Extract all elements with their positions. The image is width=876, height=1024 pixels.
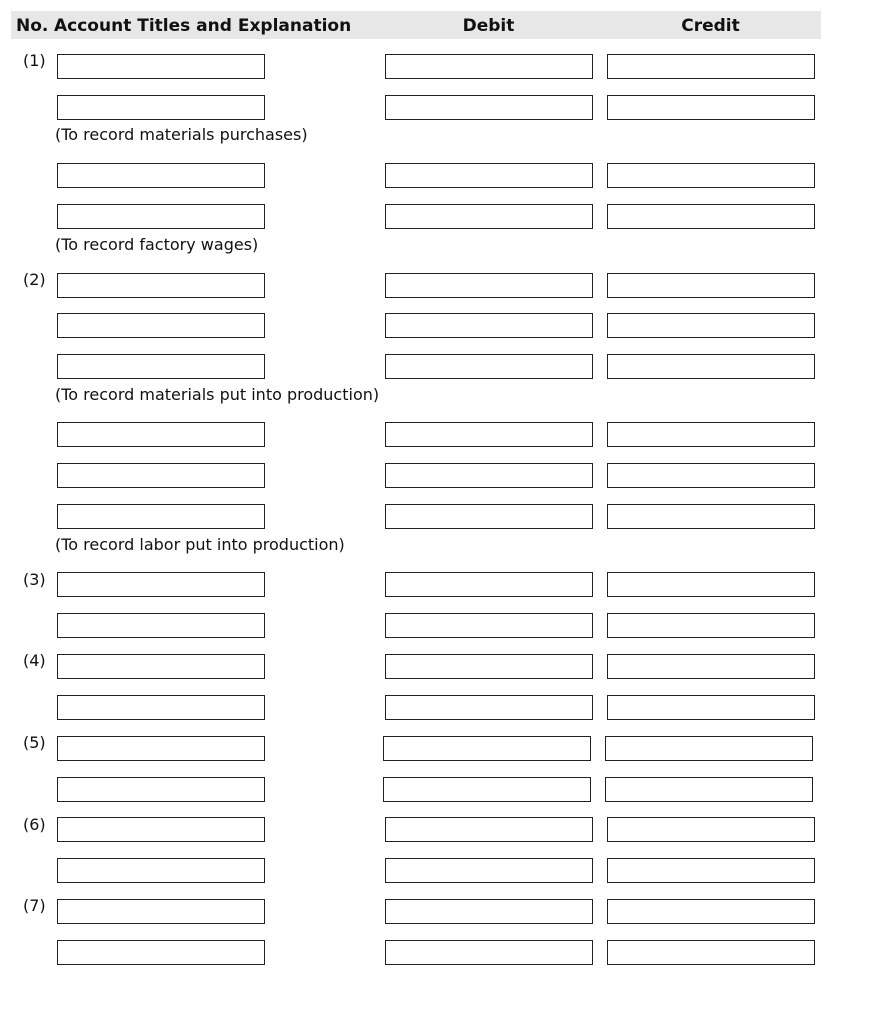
account-title-field[interactable]: [57, 899, 265, 924]
entry-number-5: (5): [23, 733, 46, 752]
debit-field[interactable]: [385, 463, 593, 488]
credit-field[interactable]: [607, 504, 815, 529]
account-title-field[interactable]: [57, 858, 265, 883]
credit-field[interactable]: [607, 817, 815, 842]
debit-field[interactable]: [385, 613, 593, 638]
account-title-field[interactable]: [57, 163, 265, 188]
entry-number-6: (6): [23, 815, 46, 834]
debit-field[interactable]: [385, 95, 593, 120]
credit-field[interactable]: [605, 736, 813, 761]
credit-field[interactable]: [607, 422, 815, 447]
account-title-field[interactable]: [57, 463, 265, 488]
entry-number-1: (1): [23, 51, 46, 70]
credit-field[interactable]: [607, 354, 815, 379]
entry-number-3: (3): [23, 570, 46, 589]
credit-field[interactable]: [607, 204, 815, 229]
credit-field[interactable]: [607, 313, 815, 338]
debit-field[interactable]: [385, 354, 593, 379]
credit-field[interactable]: [607, 858, 815, 883]
account-title-field[interactable]: [57, 354, 265, 379]
account-title-field[interactable]: [57, 817, 265, 842]
explanation-text: (To record factory wages): [55, 235, 259, 254]
account-title-field[interactable]: [57, 613, 265, 638]
account-title-field[interactable]: [57, 54, 265, 79]
debit-field[interactable]: [385, 572, 593, 597]
account-title-field[interactable]: [57, 313, 265, 338]
account-title-field[interactable]: [57, 940, 265, 965]
entry-number-2: (2): [23, 270, 46, 289]
debit-field[interactable]: [385, 817, 593, 842]
explanation-text: (To record labor put into production): [55, 535, 345, 554]
account-title-field[interactable]: [57, 572, 265, 597]
account-title-field[interactable]: [57, 695, 265, 720]
credit-field[interactable]: [607, 613, 815, 638]
debit-field[interactable]: [385, 313, 593, 338]
debit-field[interactable]: [385, 858, 593, 883]
account-title-field[interactable]: [57, 204, 265, 229]
credit-field[interactable]: [607, 572, 815, 597]
debit-field[interactable]: [385, 54, 593, 79]
credit-field[interactable]: [607, 695, 815, 720]
credit-field[interactable]: [607, 95, 815, 120]
debit-field[interactable]: [385, 695, 593, 720]
debit-field[interactable]: [383, 777, 591, 802]
debit-field[interactable]: [385, 163, 593, 188]
debit-field[interactable]: [385, 654, 593, 679]
debit-field[interactable]: [385, 504, 593, 529]
debit-field[interactable]: [383, 736, 591, 761]
header-debit: Debit: [462, 16, 515, 36]
credit-field[interactable]: [607, 54, 815, 79]
explanation-text: (To record materials purchases): [55, 125, 308, 144]
account-title-field[interactable]: [57, 273, 265, 298]
account-title-field[interactable]: [57, 95, 265, 120]
debit-field[interactable]: [385, 899, 593, 924]
credit-field[interactable]: [605, 777, 813, 802]
debit-field[interactable]: [385, 273, 593, 298]
entry-number-7: (7): [23, 896, 46, 915]
explanation-text: (To record materials put into production): [55, 385, 380, 404]
debit-field[interactable]: [385, 940, 593, 965]
credit-field[interactable]: [607, 163, 815, 188]
account-title-field[interactable]: [57, 654, 265, 679]
header-no: No.: [16, 16, 49, 36]
header-account-titles: Account Titles and Explanation: [54, 16, 352, 36]
credit-field[interactable]: [607, 273, 815, 298]
account-title-field[interactable]: [57, 736, 265, 761]
debit-field[interactable]: [385, 204, 593, 229]
header-credit: Credit: [681, 16, 740, 36]
entry-number-4: (4): [23, 651, 46, 670]
credit-field[interactable]: [607, 940, 815, 965]
credit-field[interactable]: [607, 463, 815, 488]
account-title-field[interactable]: [57, 777, 265, 802]
account-title-field[interactable]: [57, 422, 265, 447]
credit-field[interactable]: [607, 654, 815, 679]
credit-field[interactable]: [607, 899, 815, 924]
account-title-field[interactable]: [57, 504, 265, 529]
debit-field[interactable]: [385, 422, 593, 447]
